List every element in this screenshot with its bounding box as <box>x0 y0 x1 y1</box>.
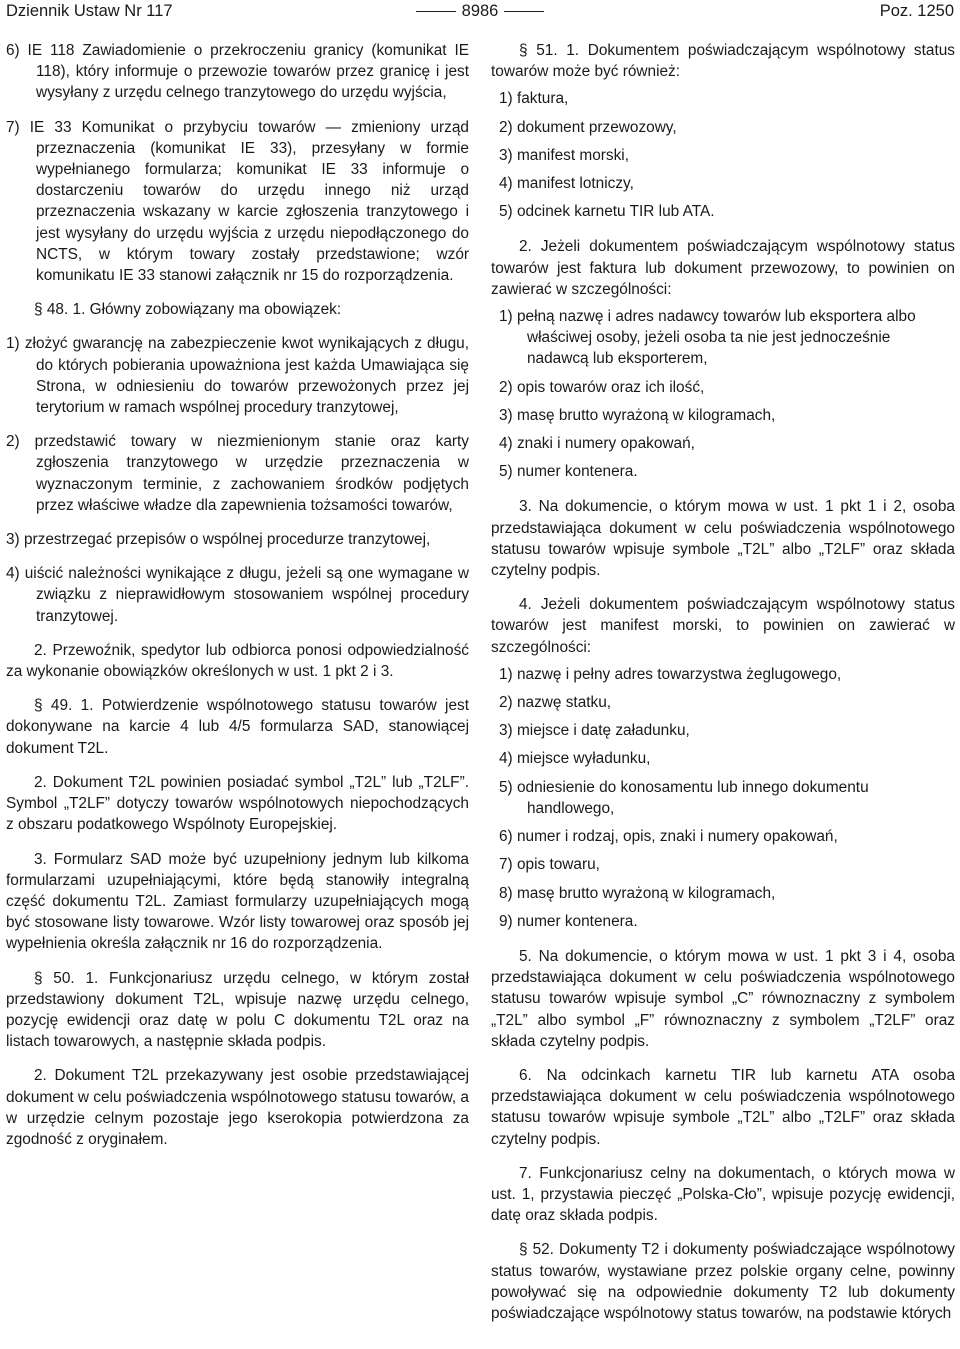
left-column <box>6 40 469 1163</box>
list-item: 4) manifest lotniczy, <box>499 175 634 193</box>
list-item: 2) opis towarów oraz ich ilość, <box>499 378 705 396</box>
section-52-paragraph: § 52. Dokumenty T2 i dokumenty poświadczające wspólnotowy status towarów, wystawiane przez polskie organy celne, powinny powoływać się na odpowiednie dokumenty T2 lub dokumenty poświadczające wspólnotowy status towarów, na podstawie których <box>491 1241 955 1322</box>
paragraph: 7. Funkcjonariusz celny na dokumentach, o których mowa w ust. 1, przystawia pieczęć „Polska-Cło”, wpisuje pozycję ewidencji, datę oraz składa podpis. <box>491 1164 955 1225</box>
list <box>491 88 955 222</box>
list-item: 7) IE 33 Komunikat o przybyciu towarów — zmieniony urząd przeznaczenia (komunikat IE 33), przesyłany w formie wypełnianego formularza; komunikat IE 33 informuje o dostarczeniu towarów do urzędu innego niż urząd przeznaczenia wskazany w karcie zgłoszenia tranzytowego i jest wysyłany do urzędu wyjścia z urzędu niepodłączonego do NCTS, w którym towary zostały przedstawione; wzór komunikatu IE 33 stanowi załącznik nr 15 do rozporządzenia. <box>6 118 469 285</box>
list-item: 1) nazwę i pełny adres towarzystwa żeglugowego, <box>499 665 842 683</box>
paragraph: 3. Formularz SAD może być uzupełniony jednym lub kilkoma formularzami uzupełniającymi, które będą stanowiły integralną część dokumentu T2L. Zamiast formularzy uzupełniających mogą być stosowane listy towarowe. Wzór listy towarowej oraz sposób jej wypełnienia określa załącznik nr 16 do rozporządzenia. <box>6 850 469 953</box>
list-item: 3) przestrzegać przepisów o wspólnej procedurze tranzytowej, <box>6 531 431 549</box>
right-column <box>491 40 955 1337</box>
list-item: 2) dokument przewozowy, <box>499 118 677 136</box>
paragraph: 6. Na odcinkach karnetu TIR lub karnetu ATA osoba przedstawiająca dokument w celu poświadczenia wspólnotowego statusu towarów wpisuje symbole „T2L” albo „T2LF” oraz składa czytelny podpis. <box>491 1066 955 1148</box>
section-50-paragraph: § 50. 1. Funkcjonariusz urzędu celnego, w którym został przedstawiony dokument T2L, wpisuje nazwę urzędu celnego, pozycję ewidencji oraz datę w polu C dokumentu T2L oraz na listach towarowych, a następnie składa podpis. <box>6 969 469 1051</box>
list-item: 7) opis towaru, <box>499 856 600 874</box>
list-item: 3) manifest morski, <box>499 146 629 164</box>
section-49-paragraph: § 49. 1. Potwierdzenie wspólnotowego statusu towarów jest dokonywane na karcie 4 lub 4/5 formularza SAD, stanowiącej dokument T2L. <box>6 697 469 757</box>
list-item: 9) numer kontenera. <box>499 912 638 930</box>
paragraph: 3. Na dokumencie, o którym mowa w ust. 1 pkt 1 i 2, osoba przedstawiająca dokument w celu poświadczenia wspólnotowego statusu towarów wpisuje symbole „T2L” albo „T2LF” oraz składa czytelny podpis. <box>491 498 955 580</box>
list-item: 3) miejsce i datę załadunku, <box>499 722 690 740</box>
list-item: 1) pełną nazwę i adres nadawcy towarów lub eksportera albo właściwej osoby, jeżeli osoba ta nie jest jednocześnie nadawcą lub eksporterem, <box>499 308 916 368</box>
page-number: 8986 <box>6 0 954 22</box>
list-item: 5) odcinek karnetu TIR lub ATA. <box>499 203 715 221</box>
list-item: 4) miejsce wyładunku, <box>499 750 651 768</box>
paragraph: 2. Dokument T2L przekazywany jest osobie przedstawiającej dokument w celu poświadczenia wspólnotowego statusu towarów, a w urzędzie celnym pozostaje jego kserokopia potwierdzona za zgodność z oryginałem. <box>6 1067 469 1148</box>
journal-title: Dziennik Ustaw Nr 117 <box>6 2 173 20</box>
list-item: 3) masę brutto wyrażoną w kilogramach, <box>499 406 776 424</box>
list <box>491 664 955 932</box>
list <box>491 306 955 482</box>
section-51-paragraph: § 51. 1. Dokumentem poświadczającym wspólnotowy status towarów może być również: <box>491 42 955 81</box>
list-item: 8) masę brutto wyrażoną w kilogramach, <box>499 884 776 902</box>
page-header <box>6 0 954 24</box>
list-item: 2) nazwę statku, <box>499 694 612 712</box>
list-item: 2) przedstawić towary w niezmienionym stanie oraz karty zgłoszenia tranzytowego w urzędzie przeznaczenia w wyznaczonym terminie, z zachowaniem środków podjętych przez właściwe władze dla zapewnienia tożsamości towarów, <box>6 433 469 514</box>
list-item: 1) złożyć gwarancję na zabezpieczenie kwot wynikających z długu, do których pobierania upoważniona jest każda Umawiająca się Strona, w odniesieniu do towarów przewożonych przez jej terytorium w ramach wspólnej procedury tranzytowej, <box>6 335 469 417</box>
paragraph: 2. Przewoźnik, spedytor lub odbiorca ponosi odpowiedzialność za wykonanie obowiązków określonych w ust. 1 pkt 2 i 3. <box>6 641 469 681</box>
section-48-heading: § 48. 1. Główny zobowiązany ma obowiązek: <box>34 301 342 319</box>
paragraph: 5. Na dokumencie, o którym mowa w ust. 1 pkt 3 i 4, osoba przedstawiająca dokument w celu poświadczenia wspólnotowego statusu towarów wpisuje symbol „C” równoznaczny z symbolem „T2L” albo symbol „F” równoznaczny z symbolem „T2LF” oraz składa czytelny podpis. <box>491 947 955 1050</box>
list-item: 4) uiścić należności wynikające z długu, jeżeli są one wymagane w związku z nieprawidłowym stosowaniem wspólnej procedury tranzytowej. <box>6 565 469 625</box>
list-item: 6) numer i rodzaj, opis, znaki i numery opakowań, <box>499 828 838 846</box>
list-item: 5) odniesienie do konosamentu lub innego dokumentu handlowego, <box>499 778 869 817</box>
list-item: 5) numer kontenera. <box>499 463 638 481</box>
paragraph: 2. Jeżeli dokumentem poświadczającym wspólnotowy status towarów jest faktura lub dokument przewozowy, to powinien on zawierać w szczególności: <box>491 238 955 298</box>
position-number: Poz. 1250 <box>879 2 954 20</box>
paragraph: 4. Jeżeli dokumentem poświadczającym wspólnotowy status towarów jest manifest morski, to powinien on zawierać w szczególności: <box>491 596 955 656</box>
list-item: 1) faktura, <box>499 90 569 108</box>
list-item: 6) IE 118 Zawiadomienie o przekroczeniu granicy (komunikat IE 118), który informuje o przewozie towarów przez granicę i jest wysyłany z urzędu celnego tranzytowego do urzędu wyjścia, <box>6 42 469 102</box>
list-item: 4) znaki i numery opakowań, <box>499 435 695 453</box>
paragraph: 2. Dokument T2L powinien posiadać symbol „T2L” lub „T2LF”. Symbol „T2LF” dotyczy towarów wspólnotowych niepochodzących z obszaru podatkowego Wspólnoty Europejskiej. <box>6 773 469 834</box>
